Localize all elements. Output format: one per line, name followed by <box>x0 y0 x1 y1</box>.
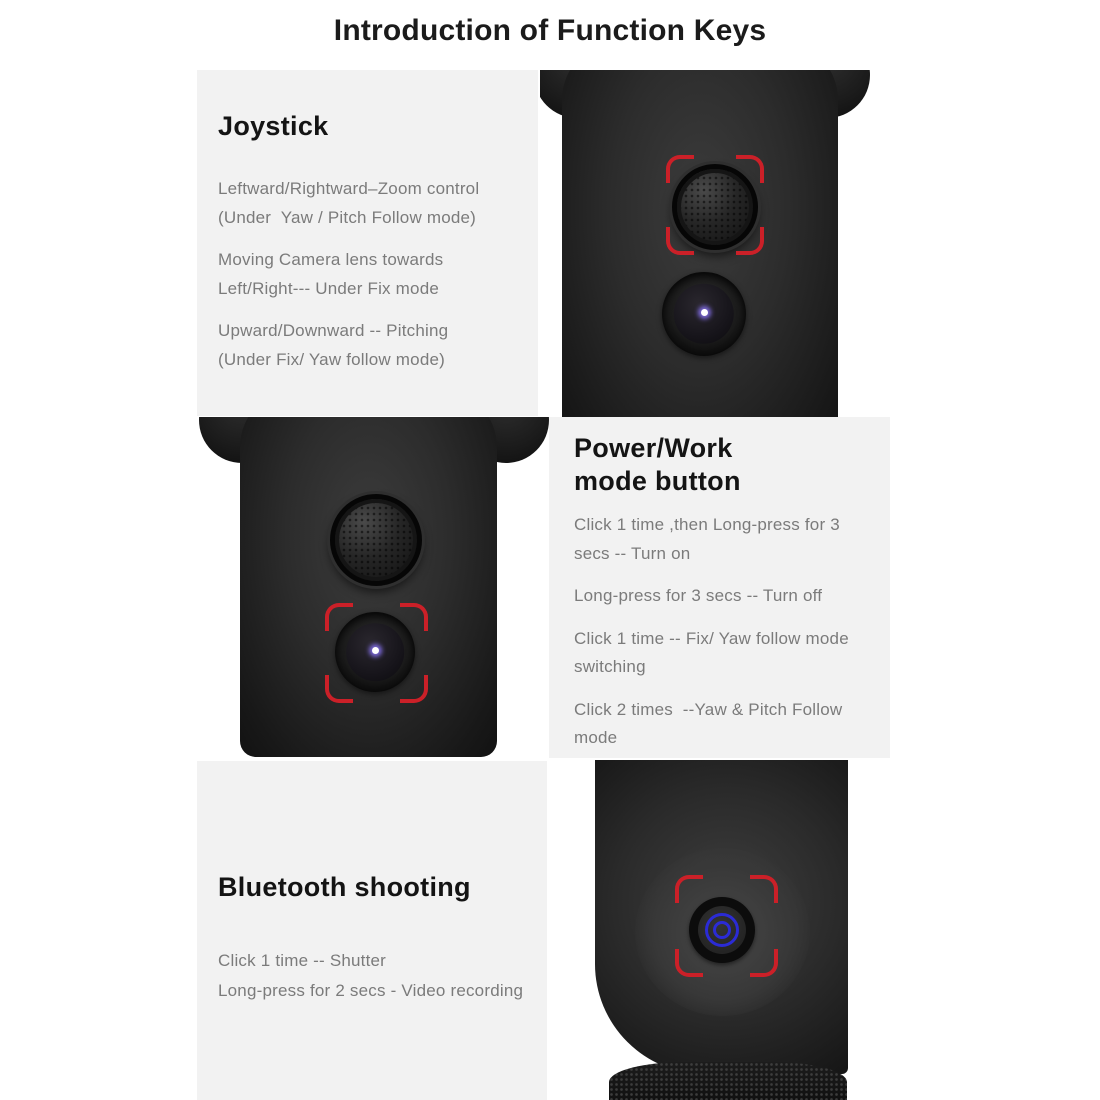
power-heading <box>574 432 876 498</box>
description-line: Moving Camera lens towards <box>218 250 444 269</box>
status-led-icon <box>701 309 708 316</box>
highlight-bracket <box>325 603 428 703</box>
bracket-corner-icon <box>750 949 778 977</box>
joystick-paragraph <box>218 246 520 303</box>
description-line: mode <box>574 728 618 747</box>
power-button-photo <box>197 417 549 760</box>
power-paragraph <box>574 625 876 682</box>
joystick-paragraph <box>218 175 520 232</box>
bluetooth-panel <box>197 761 547 1100</box>
description-line: secs -- Turn on <box>574 543 691 563</box>
power-paragraph <box>574 511 876 568</box>
description-line: Left/Right--- Under Fix mode <box>218 278 440 298</box>
highlight-bracket <box>666 155 764 255</box>
bracket-corner-icon <box>400 603 428 631</box>
description-line: (Under Fix/ Yaw follow mode) <box>218 349 445 369</box>
joystick-photo <box>540 70 890 417</box>
bracket-corner-icon <box>675 875 703 903</box>
description-line: Leftward/Rightward–Zoom control <box>218 179 480 198</box>
bluetooth-paragraph <box>218 946 529 1006</box>
description-line: Click 2 times --Yaw & Pitch Follow <box>574 699 843 719</box>
description-line: Click 1 time ,then Long-press for 3 <box>574 515 840 534</box>
bluetooth-heading: Bluetooth shooting <box>218 872 471 902</box>
description-line: Click 1 time -- Shutter <box>218 951 387 970</box>
bracket-corner-icon <box>666 155 694 183</box>
power-paragraph <box>574 696 876 753</box>
joystick-control-icon <box>330 494 422 586</box>
joystick-heading: Joystick <box>218 111 329 141</box>
description-line: switching <box>574 657 646 676</box>
bracket-corner-icon <box>325 675 353 703</box>
bracket-corner-icon <box>750 875 778 903</box>
bracket-corner-icon <box>675 949 703 977</box>
power-heading-line: Power/Work <box>574 433 733 463</box>
joystick-panel <box>197 70 538 416</box>
power-button-icon <box>662 272 746 356</box>
bracket-corner-icon <box>400 675 428 703</box>
bracket-corner-icon <box>325 603 353 631</box>
joystick-paragraph <box>218 317 520 374</box>
power-heading-line: mode button <box>574 466 741 496</box>
grip-texture <box>609 1062 847 1100</box>
bracket-corner-icon <box>666 227 694 255</box>
bracket-corner-icon <box>736 155 764 183</box>
bluetooth-photo <box>547 760 890 1100</box>
page-title: Introduction of Function Keys <box>333 14 767 47</box>
gimbal-body <box>240 417 497 757</box>
description-line: Long-press for 3 secs -- Turn off <box>574 586 823 605</box>
description-line: Click 1 time -- Fix/ Yaw follow mode <box>574 628 849 648</box>
power-paragraph <box>574 582 876 611</box>
description-line: (Under Yaw / Pitch Follow mode) <box>218 207 477 227</box>
description-line: Long-press for 2 secs - Video recording <box>218 981 524 1000</box>
power-panel <box>549 417 890 758</box>
description-line: Upward/Downward -- Pitching <box>218 321 449 340</box>
highlight-bracket <box>675 875 778 977</box>
bracket-corner-icon <box>736 227 764 255</box>
